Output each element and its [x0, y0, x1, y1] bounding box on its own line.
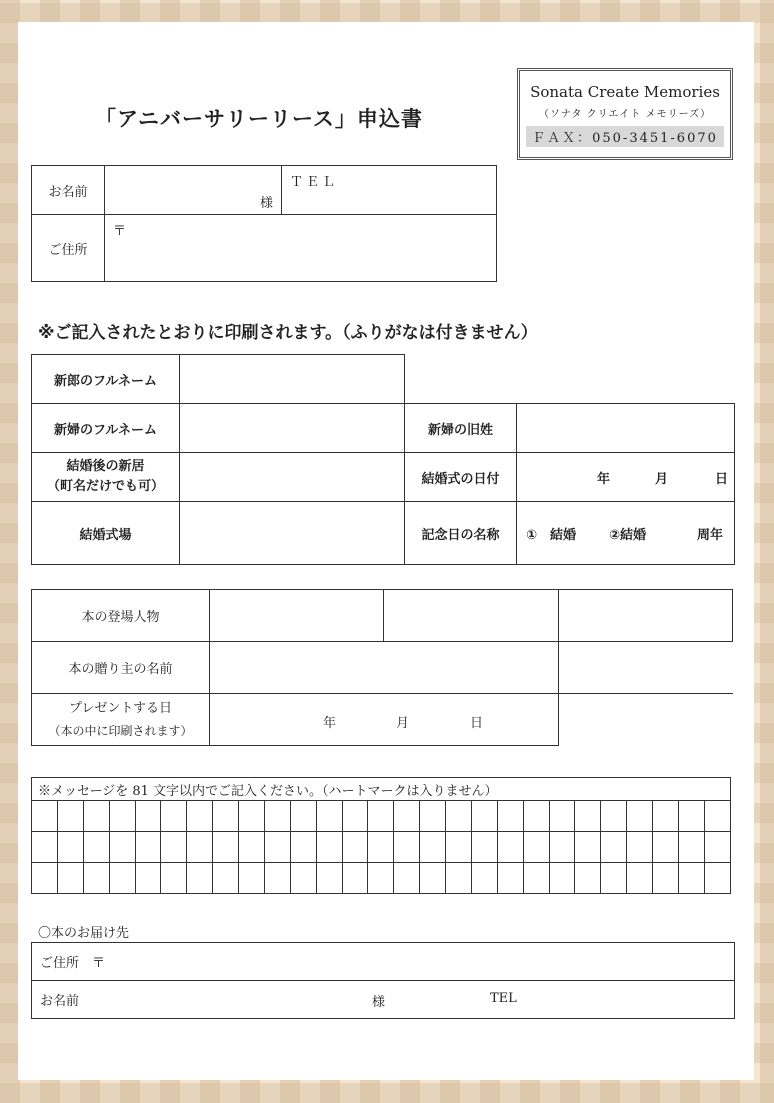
address-label: ご住所: [32, 215, 105, 282]
message-cell[interactable]: [109, 832, 135, 863]
message-cell[interactable]: [342, 801, 368, 832]
message-cell[interactable]: [213, 801, 239, 832]
message-cell[interactable]: [368, 863, 394, 894]
message-cell[interactable]: [135, 863, 161, 894]
message-cell[interactable]: [601, 863, 627, 894]
message-cell[interactable]: [653, 801, 679, 832]
delivery-name-label: お名前: [40, 994, 80, 1009]
message-cell[interactable]: [32, 863, 58, 894]
message-cell[interactable]: [497, 801, 523, 832]
message-cell[interactable]: [575, 863, 601, 894]
message-cell[interactable]: [575, 801, 601, 832]
message-cell[interactable]: [420, 832, 446, 863]
message-cell[interactable]: [549, 832, 575, 863]
venue-field[interactable]: [180, 502, 405, 565]
message-cell[interactable]: [290, 863, 316, 894]
message-cell[interactable]: [497, 832, 523, 863]
message-cell[interactable]: [394, 832, 420, 863]
address-field[interactable]: [105, 215, 497, 282]
message-cell[interactable]: [109, 801, 135, 832]
delivery-address-field[interactable]: [32, 943, 735, 981]
message-cell[interactable]: [32, 801, 58, 832]
message-cell[interactable]: [420, 801, 446, 832]
message-cell[interactable]: [704, 832, 730, 863]
message-cell[interactable]: [601, 832, 627, 863]
present-date-field[interactable]: [210, 694, 559, 746]
anniv-opt1: ① 結婚: [526, 528, 577, 543]
message-cell[interactable]: [135, 801, 161, 832]
character-field-2[interactable]: [384, 590, 559, 642]
message-cell[interactable]: [601, 801, 627, 832]
message-cell[interactable]: [394, 801, 420, 832]
message-cell[interactable]: [264, 801, 290, 832]
delivery-table: [31, 942, 735, 1019]
message-cell[interactable]: [109, 863, 135, 894]
message-cell[interactable]: [213, 832, 239, 863]
message-cell[interactable]: [161, 832, 187, 863]
home-label-2: （町名だけでも可）: [46, 479, 164, 494]
message-cell[interactable]: [627, 863, 653, 894]
present-label-2: （本の中に印刷されます）: [48, 723, 193, 738]
message-cell[interactable]: [161, 863, 187, 894]
message-cell[interactable]: [57, 832, 83, 863]
message-cell[interactable]: [161, 801, 187, 832]
home-field[interactable]: [180, 453, 405, 502]
brand-box: [517, 68, 733, 160]
message-cell[interactable]: [497, 863, 523, 894]
message-cell[interactable]: [213, 863, 239, 894]
form-title: 「アニバーサリーリース」申込書: [95, 106, 423, 131]
bride-field[interactable]: [180, 404, 405, 453]
brand-kana: （ソナタ クリエイト メモリーズ）: [538, 109, 712, 120]
bride-label: 新婦のフルネーム: [32, 404, 180, 453]
message-cell[interactable]: [264, 832, 290, 863]
characters-label: 本の登場人物: [32, 590, 210, 642]
postal-mark: 〒: [113, 224, 127, 239]
message-cell[interactable]: [187, 863, 213, 894]
message-cell[interactable]: [523, 832, 549, 863]
maiden-field[interactable]: [517, 404, 735, 453]
character-field-1[interactable]: [210, 590, 384, 642]
print-notice: ※ご記入されたとおりに印刷されます。（ふりがなは付きません）: [38, 323, 538, 343]
name-field[interactable]: [105, 166, 282, 215]
present-month: 月: [396, 716, 410, 731]
message-cell[interactable]: [316, 801, 342, 832]
message-cell[interactable]: [446, 801, 472, 832]
groom-label: 新郎のフルネーム: [32, 355, 180, 404]
message-cell[interactable]: [471, 832, 497, 863]
message-cell[interactable]: [549, 801, 575, 832]
message-cell[interactable]: [575, 832, 601, 863]
message-cell[interactable]: [239, 832, 265, 863]
message-cell[interactable]: [523, 863, 549, 894]
date-day: 日: [715, 472, 729, 487]
message-cell[interactable]: [135, 832, 161, 863]
message-cell[interactable]: [678, 832, 704, 863]
message-cell[interactable]: [678, 801, 704, 832]
home-label-1: 結婚後の新居: [66, 459, 145, 474]
tel-field[interactable]: [282, 166, 497, 215]
date-label: 結婚式の日付: [405, 453, 517, 502]
anniv-opt2: ②結婚: [609, 528, 647, 543]
present-label-1: プレゼントする日: [68, 700, 173, 716]
message-cell[interactable]: [627, 832, 653, 863]
anniv-label: 記念日の名称: [405, 502, 517, 565]
message-cell[interactable]: [290, 801, 316, 832]
book-table: [31, 589, 733, 746]
brand-name: Sonata Create Memories: [530, 83, 720, 101]
message-cell[interactable]: [446, 863, 472, 894]
groom-field[interactable]: [180, 355, 405, 404]
brand-fax: ＦＡＸ：050-3451-6070: [526, 126, 724, 147]
venue-label: 結婚式場: [32, 502, 180, 565]
delivery-sama: 様: [372, 995, 386, 1010]
message-cell[interactable]: [368, 832, 394, 863]
message-cell[interactable]: [471, 801, 497, 832]
date-field[interactable]: [517, 453, 735, 502]
applicant-table: [31, 165, 497, 282]
message-cell[interactable]: [57, 801, 83, 832]
delivery-heading: 〇本のお届け先: [38, 926, 130, 941]
message-cell[interactable]: [446, 832, 472, 863]
message-cell[interactable]: [523, 801, 549, 832]
tel-label: ＴＥＬ: [290, 175, 339, 190]
present-label: [32, 694, 210, 746]
message-cell[interactable]: [342, 832, 368, 863]
message-cell[interactable]: [627, 801, 653, 832]
message-cell[interactable]: [83, 832, 109, 863]
present-day: 日: [470, 716, 484, 731]
message-note: ※メッセージを 81 文字以内でご記入ください。（ハートマークは入りません）: [32, 778, 731, 801]
giver-field[interactable]: [210, 642, 559, 694]
message-cell[interactable]: [549, 863, 575, 894]
message-cell[interactable]: [368, 801, 394, 832]
date-year: 年: [597, 472, 611, 487]
message-grid[interactable]: [31, 800, 731, 894]
delivery-tel-label: TEL: [490, 991, 517, 1006]
character-field-3[interactable]: [559, 590, 733, 642]
name-label: お名前: [32, 166, 105, 215]
message-cell[interactable]: [394, 863, 420, 894]
home-label: [32, 453, 180, 502]
message-cell[interactable]: [653, 832, 679, 863]
message-cell[interactable]: [342, 863, 368, 894]
message-cell[interactable]: [264, 863, 290, 894]
message-cell[interactable]: [316, 832, 342, 863]
message-cell[interactable]: [420, 863, 446, 894]
message-cell[interactable]: [83, 801, 109, 832]
message-note-table: [31, 777, 731, 801]
giver-label: 本の贈り主の名前: [32, 642, 210, 694]
present-year: 年: [323, 716, 337, 731]
message-cell[interactable]: [290, 832, 316, 863]
anniv-suffix: 周年: [697, 528, 724, 543]
delivery-name-field[interactable]: [32, 981, 735, 1019]
message-cell[interactable]: [653, 863, 679, 894]
maiden-label: 新婦の旧姓: [405, 404, 517, 453]
message-cell[interactable]: [704, 801, 730, 832]
message-cell[interactable]: [83, 863, 109, 894]
message-cell[interactable]: [678, 863, 704, 894]
message-cell[interactable]: [187, 832, 213, 863]
message-cell[interactable]: [239, 801, 265, 832]
date-month: 月: [655, 472, 669, 487]
message-cell[interactable]: [187, 801, 213, 832]
message-cell[interactable]: [32, 832, 58, 863]
message-cell[interactable]: [471, 863, 497, 894]
message-cell[interactable]: [704, 863, 730, 894]
message-cell[interactable]: [57, 863, 83, 894]
sama-label: 様: [259, 196, 273, 211]
message-cell[interactable]: [316, 863, 342, 894]
message-cell[interactable]: [239, 863, 265, 894]
wedding-table: [31, 354, 735, 565]
anniv-field[interactable]: [517, 502, 735, 565]
delivery-address-label: ご住所 〒: [40, 956, 106, 971]
